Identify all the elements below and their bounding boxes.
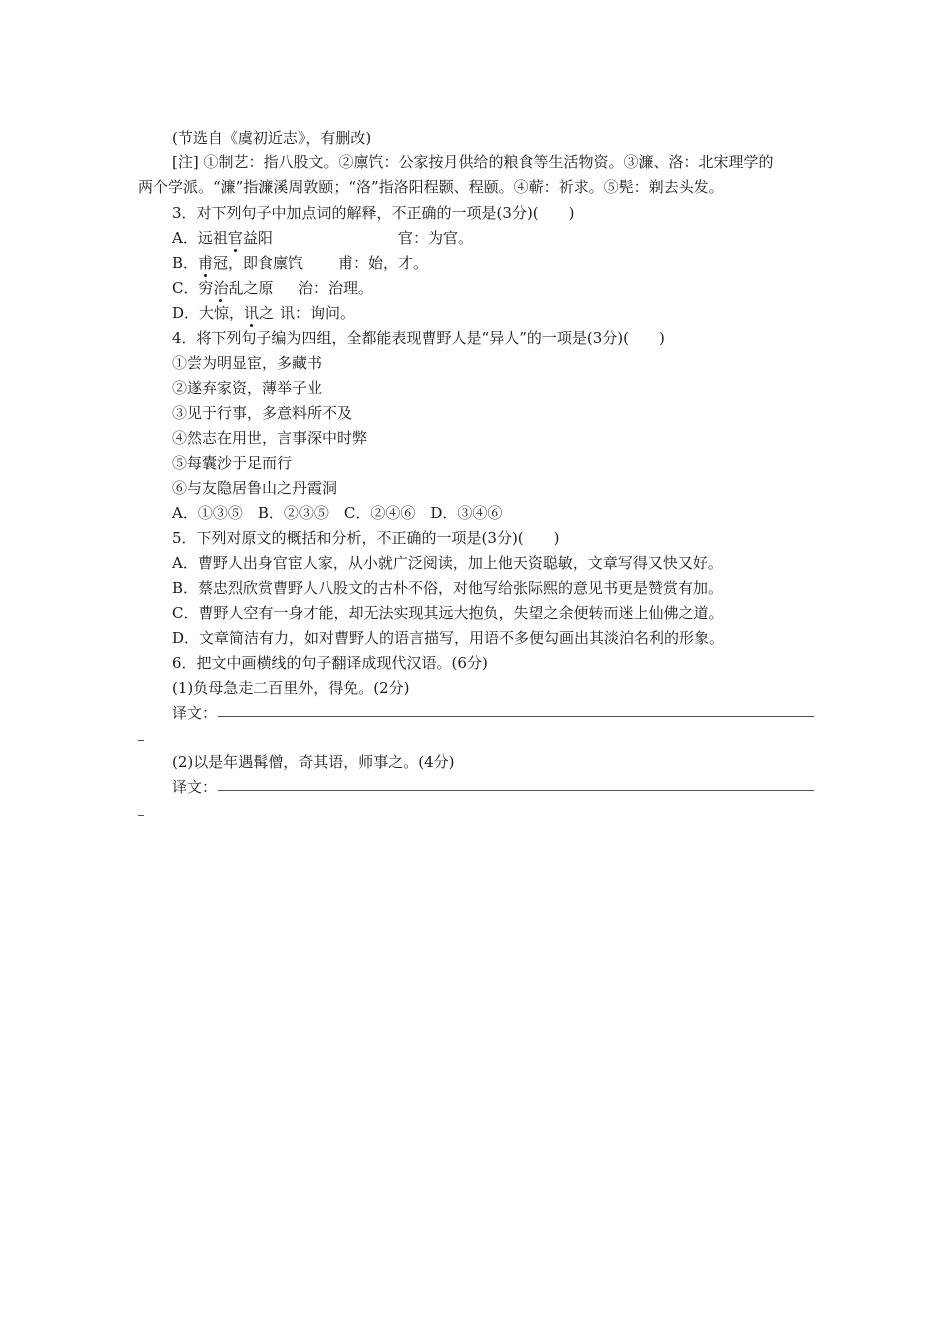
q3-a-dotted-word: 官: [227, 229, 243, 247]
q3-option-c: [172, 278, 274, 298]
q4-item-4: ④然志在用世，言事深中时弊: [172, 429, 368, 447]
q4-item-1: ①尝为明显宦，多藏书: [172, 354, 323, 372]
q6-answer-line-1[interactable]: [218, 716, 814, 717]
q3-d-post: 之: [259, 304, 275, 322]
q6-answer-line-1-dash: [138, 740, 144, 741]
q3-option-a: [172, 228, 273, 248]
note-line-1: [注] ①制艺：指八股文。②廪饩：公家按月供给的粮食等生活物资。③濂、洛：北宋理学的: [172, 153, 774, 171]
q4-options: A．①③⑤ B．②③⑤ C．②④⑥ D．③④⑥: [172, 504, 503, 522]
q4-stem: 4．将下列句子编为四组，全都能表现曹野人是“异人”的一项是(3分)( ): [172, 329, 665, 347]
q6-answer-label-2: 译文：: [172, 778, 218, 796]
q5-option-a: A．曹野人出身官宦人家，从小就广泛阅读，加上他天资聪敏，文章写得又快又好。: [172, 554, 723, 572]
q3-d-dotted-word: 讯: [244, 304, 260, 322]
q3-a-pre: A．远祖: [172, 229, 228, 247]
q6-answer-line-2-dash: [138, 815, 144, 816]
q5-option-d: D．文章简洁有力，如对曹野人的语言描写，用语不多便勾画出其淡泊名利的形象。: [172, 629, 725, 647]
q3-b-explanation: 甫：始，才。: [338, 254, 429, 272]
q6-sentence-2: (2)以是年遇髯僧，奇其语，师事之。(4分): [172, 753, 455, 771]
q3-option-b: [172, 253, 303, 273]
q3-d-pre: D．大惊，: [172, 304, 245, 322]
q3-c-dotted-word: 治: [213, 279, 229, 297]
q3-c-pre: C．穷: [172, 279, 214, 297]
q5-option-c: C．曹野人空有一身才能，却无法实现其远大抱负，失望之余便转而迷上仙佛之道。: [172, 604, 724, 622]
q3-a-explanation: 官：为官。: [398, 229, 474, 247]
q5-option-b: B．蔡忠烈欣赏曹野人八股文的古朴不俗，对他写给张际熙的意见书更是赞赏有加。: [172, 579, 724, 597]
q5-stem: 5．下列对原文的概括和分析，不正确的一项是(3分)( ): [172, 529, 560, 547]
q3-d-explanation: 讯：询问。: [280, 304, 356, 322]
q3-stem: 3．对下列句子中加点词的解释，不正确的一项是(3分)( ): [172, 204, 575, 222]
q3-c-explanation: 治：治理。: [298, 279, 374, 297]
q3-b-pre: B．: [172, 254, 199, 272]
q3-b-dotted-word: 甫: [198, 254, 214, 272]
q6-sentence-1: (1)负母急走二百里外，得免。(2分): [172, 679, 410, 697]
q4-item-2: ②遂弃家资，薄举子业: [172, 379, 323, 397]
q6-answer-line-2[interactable]: [218, 790, 814, 791]
q3-a-post: 益阳: [242, 229, 273, 247]
q3-b-post: 冠，即食廪饩: [213, 254, 304, 272]
q4-item-5: ⑤每囊沙于足而行: [172, 454, 293, 472]
source-line: (节选自《虞初近志》，有删改): [172, 129, 372, 147]
q6-stem: 6．把文中画横线的句子翻译成现代汉语。(6分): [172, 654, 488, 672]
q4-item-3: ③见于行事，多意料所不及: [172, 404, 353, 422]
q4-item-6: ⑥与友隐居鲁山之丹霞洞: [172, 479, 338, 497]
q3-c-post: 乱之原: [228, 279, 274, 297]
note-line-2: 两个学派。“濂”指濂溪周敦颐；“洛”指洛阳程颢、程颐。④蕲：祈求。⑤髡：剃去头发。: [138, 178, 724, 196]
q6-answer-label-1: 译文：: [172, 704, 218, 722]
q3-option-d: [172, 303, 274, 323]
